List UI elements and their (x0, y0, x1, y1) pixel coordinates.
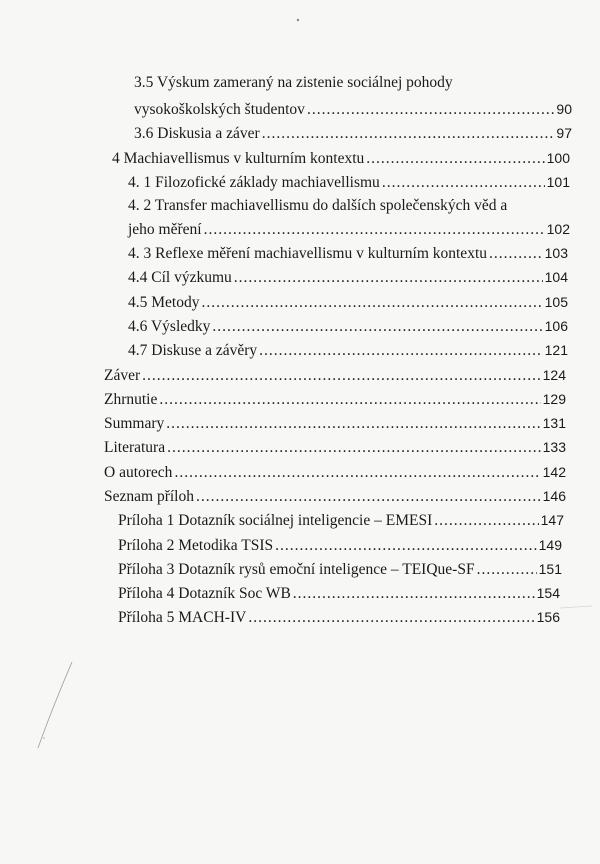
toc-page-number: 97 (556, 125, 572, 141)
toc-entry-label: O autorech (104, 464, 173, 481)
toc-entry-label: 4.7 Diskuse a závěry (128, 342, 258, 359)
toc-page-number: 146 (542, 488, 566, 504)
toc-page-number: 90 (556, 101, 572, 117)
toc-page-number: 142 (542, 464, 566, 480)
toc-page-number: 149 (538, 537, 562, 553)
toc-page-number: 133 (542, 439, 566, 455)
scan-line (560, 606, 592, 608)
toc-page-number: 156 (536, 609, 560, 625)
toc-entry-label: jeho měření (128, 221, 202, 238)
toc-entry-label: 4. 3 Reflexe měření machiavellismu v kulturním kontextu (128, 245, 487, 262)
dust-speck (297, 19, 299, 21)
toc-page-number: 105 (544, 294, 568, 310)
toc-page-number: 100 (546, 150, 570, 166)
toc-entry-label: 4 Machiavellismus v kulturním kontextu (112, 150, 365, 167)
toc-entry-label: Literatura (104, 439, 166, 456)
toc-page-number: 102 (546, 221, 570, 237)
toc-page-number: 131 (542, 415, 566, 431)
toc-entry-label: Příloha 4 Dotazník Soc WB (118, 585, 291, 602)
toc-page-number: 101 (546, 174, 570, 190)
dust-speck (43, 737, 45, 739)
toc-page-number: 129 (542, 391, 566, 407)
toc-page-number: 124 (542, 367, 566, 383)
toc-entry-label: 3.6 Diskusia a záver (134, 125, 260, 142)
toc-entry-label: Príloha 1 Dotazník sociálnej inteligencie – EMESI (118, 512, 433, 529)
toc-page-number: 121 (544, 342, 568, 358)
toc-page-number: 106 (544, 318, 568, 334)
toc-page-number: 154 (536, 585, 560, 601)
toc-entry-label: Záver (104, 367, 141, 384)
toc-entry-label: Príloha 2 Metodika TSIS (118, 537, 274, 554)
toc-entry-label: vysokoškolských študentov (134, 101, 305, 118)
pencil-stroke (38, 662, 72, 748)
toc-entry-label: Summary (104, 415, 165, 432)
toc-entry-3-5-line1: 3.5 Výskum zameraný na zistenie sociálnej pohody (134, 74, 453, 91)
toc-page-number: 104 (544, 269, 568, 285)
toc-entry-label: 4.4 Cíl výzkumu (128, 269, 232, 286)
toc-entry-label: 4. 1 Filozofické základy machiavellismu (128, 174, 380, 191)
toc-entry-label: 4.5 Metody (128, 294, 200, 311)
toc-page-number: 147 (540, 512, 564, 528)
toc-page-number: 151 (538, 561, 562, 577)
toc-entry-4-2-line1: 4. 2 Transfer machiavellismu do dalších společenských věd a (128, 197, 508, 214)
toc-entry-label: Příloha 5 MACH-IV (118, 609, 247, 626)
toc-entry-label: 4.6 Výsledky (128, 318, 211, 335)
toc-entry-label: Seznam příloh (104, 488, 194, 505)
toc-entry-label: Zhrnutie (104, 391, 158, 408)
toc-entry-label: Příloha 3 Dotazník rysů emoční inteligence – TEIQue-SF (118, 561, 475, 578)
toc-page-number: 103 (544, 245, 568, 261)
